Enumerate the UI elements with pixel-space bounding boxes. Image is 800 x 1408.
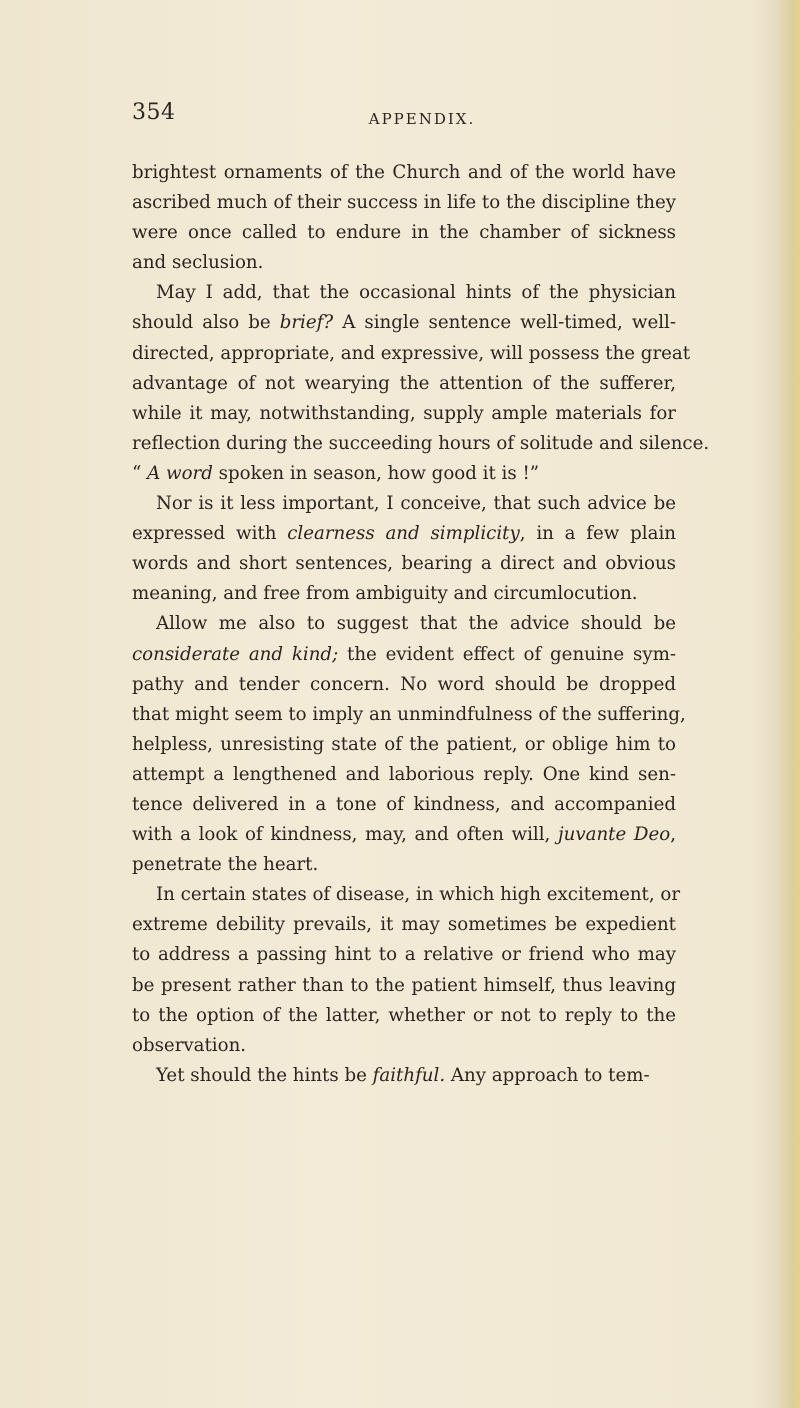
text-line: attempt a lengthened and laborious reply. One kind sen- [132,763,676,785]
text-line: that might seem to imply an unmindfulness of the suffering, [132,703,686,725]
text-line: while it may, notwithstanding, supply ample materials for [132,402,676,424]
text-line: and seclusion. [132,252,264,274]
italic-emphasis: faithful. [372,1064,446,1086]
text-line: brightest ornaments of the Church and of the world have [132,162,676,183]
page-header [132,96,672,136]
text-line: ascribed much of their success in life to the discipline they [132,192,676,214]
text-run: , [670,824,676,846]
text-line: extreme debility prevails, it may sometimes be expedient [132,914,676,936]
text-run: , in a few plain [519,523,676,545]
text-run: the evident effect of genuine sym- [338,643,676,665]
page-number: 354 [132,100,176,125]
text-run: expressed with [132,523,288,545]
text-line [132,519,676,549]
text-line: be present rather than to the patient himself, thus leaving [132,974,676,996]
text-run: should also be [132,312,280,334]
italic-emphasis: considerate and kind; [132,643,339,665]
text-line: May I add, that the occasional hints of the physician [156,282,676,304]
body-text [132,158,710,1091]
text-line [132,1061,676,1091]
italic-emphasis: juvante Deo [557,824,671,846]
text-line [132,820,676,850]
running-head: APPENDIX. [368,110,476,128]
text-line: In certain states of disease, in which high excitement, or [156,884,681,906]
text-line [132,308,676,338]
text-line: to the option of the latter, whether or not to reply to the [132,1004,676,1026]
text-line: pathy and tender concern. No word should be dropped [132,673,676,695]
text-line: were once called to endure in the chamber of sickness [132,222,676,244]
text-line: tence delivered in a tone of kindness, and accompanied [132,793,676,815]
text-line: meaning, and free from ambiguity and circumlocution. [132,583,638,605]
text-run: A single sentence well-timed, well- [333,312,676,334]
text-line: helpless, unresisting state of the patient, or oblige him to [132,733,676,755]
text-line: advantage of not wearying the attention of the sufferer, [132,372,676,394]
italic-emphasis: brief? [279,312,334,334]
text-line: penetrate the heart. [132,854,319,876]
italic-emphasis: clearness and simplicity [287,523,520,545]
text-run: spoken in season, how good it is !” [212,462,540,484]
text-run: “ [132,462,148,484]
text-line: observation. [132,1034,247,1056]
text-line: to address a passing hint to a relative or friend who may [132,944,676,966]
text-run: Any approach to tem- [445,1064,650,1086]
italic-emphasis: A word [147,462,213,484]
text-line: Nor is it less important, I conceive, that such advice be [156,493,676,515]
text-run: with a look of kindness, may, and often will, [132,824,558,846]
text-line: reflection during the succeeding hours of solitude and silence. [132,432,710,454]
text-run: Yet should the hints be [156,1064,373,1086]
text-line: directed, appropriate, and expressive, will possess the great [132,342,691,364]
text-line: words and short sentences, bearing a direct and obvious [132,553,676,575]
text-line [132,459,676,489]
text-line [132,640,676,670]
text-line: Allow me also to suggest that the advice should be [156,613,676,635]
